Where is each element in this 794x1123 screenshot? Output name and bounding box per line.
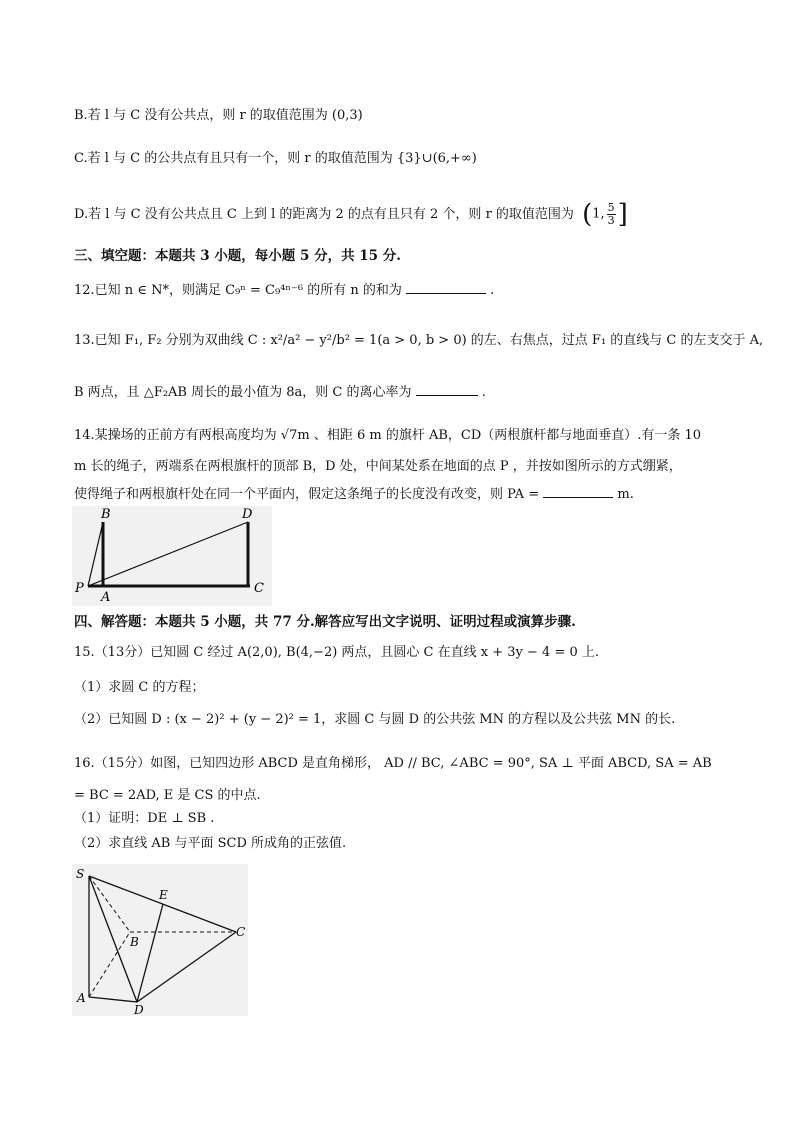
- label-C: C: [236, 925, 246, 939]
- question-12: 12.已知 n ∈ N*，则满足 C₉ⁿ = C₉⁴ⁿ⁻⁶ 的所有 n 的和为 .: [74, 283, 495, 298]
- question-15-part1: （1）求圆 C 的方程；: [74, 680, 205, 695]
- question-16-part2: （2）求直线 AB 与平面 SCD 所成角的正弦值.: [74, 836, 347, 851]
- question-16-line1: 16.（15分）如图，已知四边形 ABCD 是直角梯形， AD // BC, ∠ABC = 90°, SA ⊥ 平面 ABCD, SA = AB: [74, 756, 712, 771]
- answer-blank-13: [416, 383, 478, 396]
- question-15-part2: （2）已知圆 D : (x − 2)² + (y − 2)² = 1，求圆 C 与圆 D 的公共弦 MN 的方程以及公共弦 MN 的长.: [74, 712, 676, 727]
- flagpole-figure: [72, 506, 272, 606]
- pyramid-figure: [72, 864, 248, 1016]
- option-c: C.若 l 与 C 的公共点有且只有一个，则 r 的取值范围为 {3}∪(6,+∞): [74, 151, 477, 166]
- answer-blank-14: [543, 485, 613, 498]
- label-P: P: [75, 581, 84, 596]
- question-14-unit: m.: [617, 487, 634, 502]
- question-12-text: 12.已知 n ∈ N*，则满足 C₉ⁿ = C₉⁴ⁿ⁻⁶ 的所有 n 的和为: [74, 283, 402, 298]
- label-D: D: [242, 507, 253, 522]
- question-16-line2: = BC = 2AD, E 是 CS 的中点.: [74, 788, 261, 803]
- option-d-interval-left: 1,: [592, 206, 605, 222]
- option-d-frac-num: 5: [607, 201, 615, 214]
- question-13-line2: B 两点，且 △F₂AB 周长的最小值为 8a，则 C 的离心率为 .: [74, 385, 486, 400]
- question-16-part1: （1）证明：DE ⊥ SB .: [74, 811, 215, 826]
- option-d-interval: (1, $\frac{5}{3}$ ]: [582, 199, 628, 230]
- label-B: B: [130, 935, 139, 949]
- question-14-text: 使得绳子和两根旗杆处在同一个平面内，假定这条绳子的长度没有改变，则 PA =: [74, 487, 540, 502]
- label-S: S: [76, 867, 85, 881]
- section-3-heading: 三、填空题：本题共 3 小题，每小题 5 分，共 15 分.: [74, 248, 401, 264]
- question-13-line1: 13.已知 F₁, F₂ 分别为双曲线 C : x²/a² − y²/b² = 1(a > 0, b > 0) 的左、右焦点，过点 F₁ 的直线与 C 的左支交于 A,: [74, 333, 764, 348]
- question-13-text: B 两点，且 △F₂AB 周长的最小值为 8a，则 C 的离心率为: [74, 385, 412, 400]
- answer-blank-12: [406, 281, 486, 294]
- label-D: D: [134, 1003, 144, 1016]
- question-15: 15.（13分）已知圆 C 经过 A(2,0), B(4,−2) 两点，且圆心 C 在直线 x + 3y − 4 = 0 上.: [74, 645, 599, 660]
- option-d-text: D.若 l 与 C 没有公共点且 C 上到 l 的距离为 2 的点有且只有 2 个，则 r 的取值范围为: [74, 207, 574, 222]
- label-C: C: [254, 581, 264, 596]
- label-E: E: [159, 888, 168, 902]
- label-A: A: [101, 590, 111, 605]
- question-14-line2: m 长的绳子，两端系在两根旗杆的顶部 B，D 处，中间某处系在地面的点 P ，并按如图所示的方式绷紧，: [74, 459, 682, 474]
- question-14-line1: 14.某操场的正前方有两根高度均为 √7m 、相距 6 m 的旗杆 AB，CD（两根旗杆都与地面垂直）.有一条 10: [74, 428, 702, 443]
- label-B: B: [101, 507, 111, 522]
- label-A: A: [77, 991, 86, 1005]
- question-14-line3: [74, 485, 634, 503]
- section-4-heading: 四、解答题：本题共 5 小题，共 77 分.解答应写出文字说明、证明过程或演算步骤.: [74, 614, 576, 630]
- option-d: [74, 199, 628, 230]
- option-b: B.若 l 与 C 没有公共点，则 r 的取值范围为 (0,3): [74, 108, 363, 123]
- option-d-frac-den: 3: [607, 214, 615, 227]
